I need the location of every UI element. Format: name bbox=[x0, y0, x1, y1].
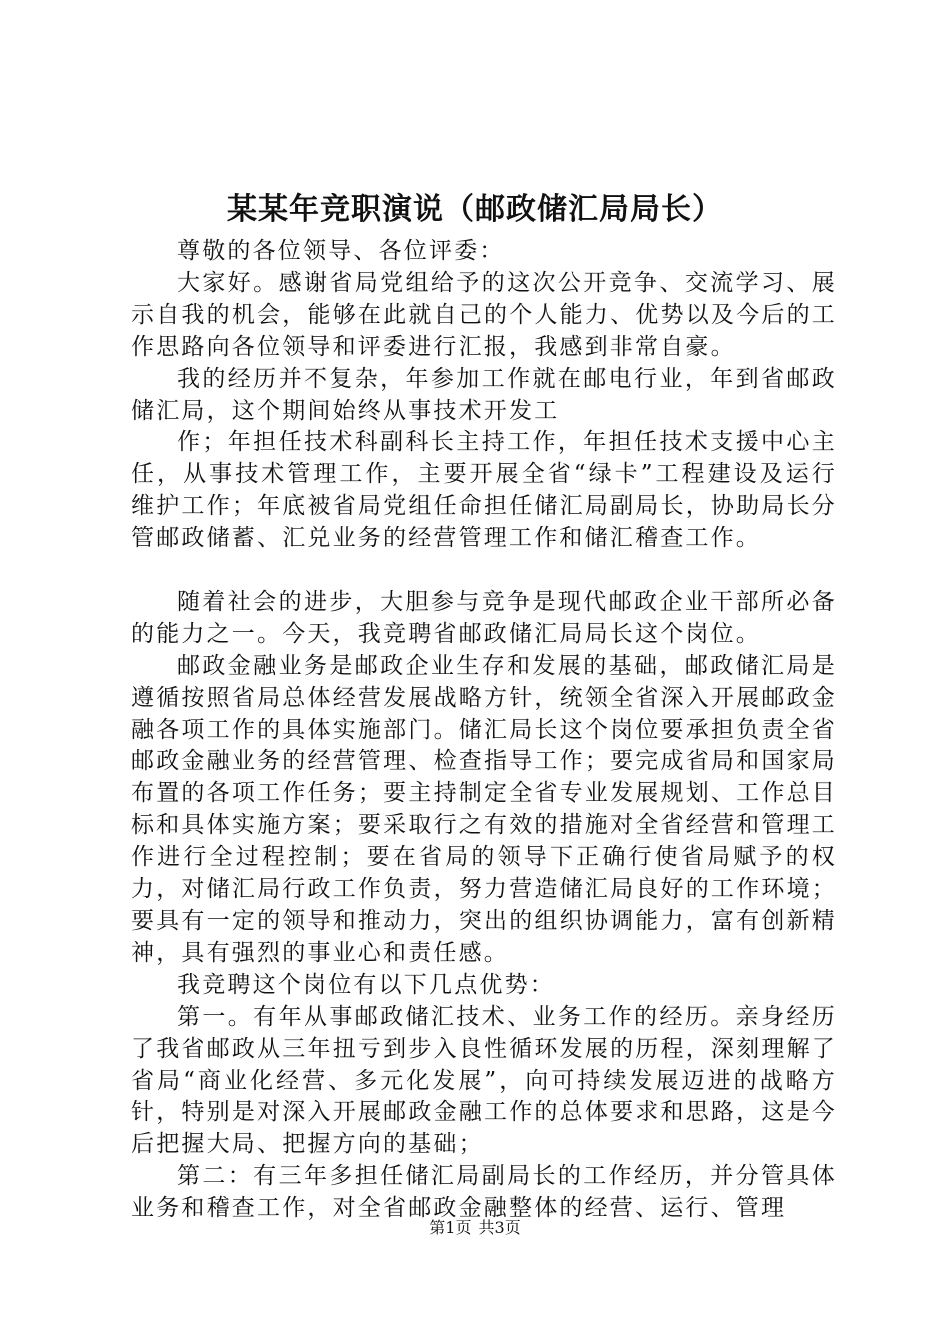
experience-continued-paragraph: 作；年担任技术科副科长主持工作，年担任技术支援中心主任，从事技术管理工作，主要开展全省“绿卡”工程建设及运行维护工作；年底被省局党组任命担任储汇局副局长，协助局长分管邮政储蓄、汇兑业务的经营管理工作和储汇稽查工作。 bbox=[131, 429, 837, 552]
document-title: 某某年竞职演说（邮政储汇局局长） bbox=[227, 192, 723, 227]
greeting-paragraph: 大家好。感谢省局党组给予的这次公开竞争、交流学习、展示自我的机会，能够在此就自己的个人能力、优势以及今后的工作思路向各位领导和评委进行汇报，我感到非常自豪。 bbox=[131, 269, 837, 360]
page-total: 共3页 bbox=[478, 1218, 521, 1237]
salutation-paragraph: 尊敬的各位领导、各位评委： bbox=[177, 238, 505, 264]
competition-paragraph: 随着社会的进步，大胆参与竞争是现代邮政企业干部所必备的能力之一。今天，我竞聘省邮政储汇局局长这个岗位。 bbox=[131, 588, 837, 647]
advantages-intro-paragraph: 我竞聘这个岗位有以下几点优势： bbox=[177, 971, 555, 998]
document-body bbox=[131, 236, 837, 1225]
advantage-one-paragraph: 第一。有年从事邮政储汇技术、业务工作的经历。亲身经历了我省邮政从三年扭亏到步入良性循环发展的历程，深刻理解了省局“商业化经营、多元化发展”，向可持续发展迈进的战略方针，特别是对深入开展邮政金融工作的总体要求和思路，这是今后把握大局、把握方向的基础； bbox=[131, 1003, 837, 1158]
page-footer bbox=[0, 1218, 950, 1238]
position-duties-paragraph: 邮政金融业务是邮政企业生存和发展的基础，邮政储汇局是遵循按照省局总体经营发展战略方针，统领全省深入开展邮政金融各项工作的具体实施部门。储汇局长这个岗位要承担负责全省邮政金融业务的经营管理、检查指导工作；要完成省局和国家局布置的各项工作任务；要主持制定全省专业发展规划、工作总目标和具体实施方案；要采取行之有效的措施对全省经营和管理工作进行全过程控制；要在省局的领导下正确行使省局赋予的权力，对储汇局行政工作负责，努力营造储汇局良好的工作环境；要具有一定的领导和推动力，突出的组织协调能力，富有创新精神，具有强烈的事业心和责任感。 bbox=[131, 652, 837, 966]
advantage-two-paragraph: 第二：有三年多担任储汇局副局长的工作经历，并分管具体业务和稽查工作，对全省邮政金融整体的经营、运行、管理 bbox=[131, 1163, 837, 1222]
page-number: 第1页 bbox=[429, 1218, 472, 1237]
paragraph-gap bbox=[131, 555, 837, 587]
experience-paragraph: 我的经历并不复杂，年参加工作就在邮电行业，年到省邮政储汇局，这个期间始终从事技术开发工 bbox=[131, 365, 837, 424]
